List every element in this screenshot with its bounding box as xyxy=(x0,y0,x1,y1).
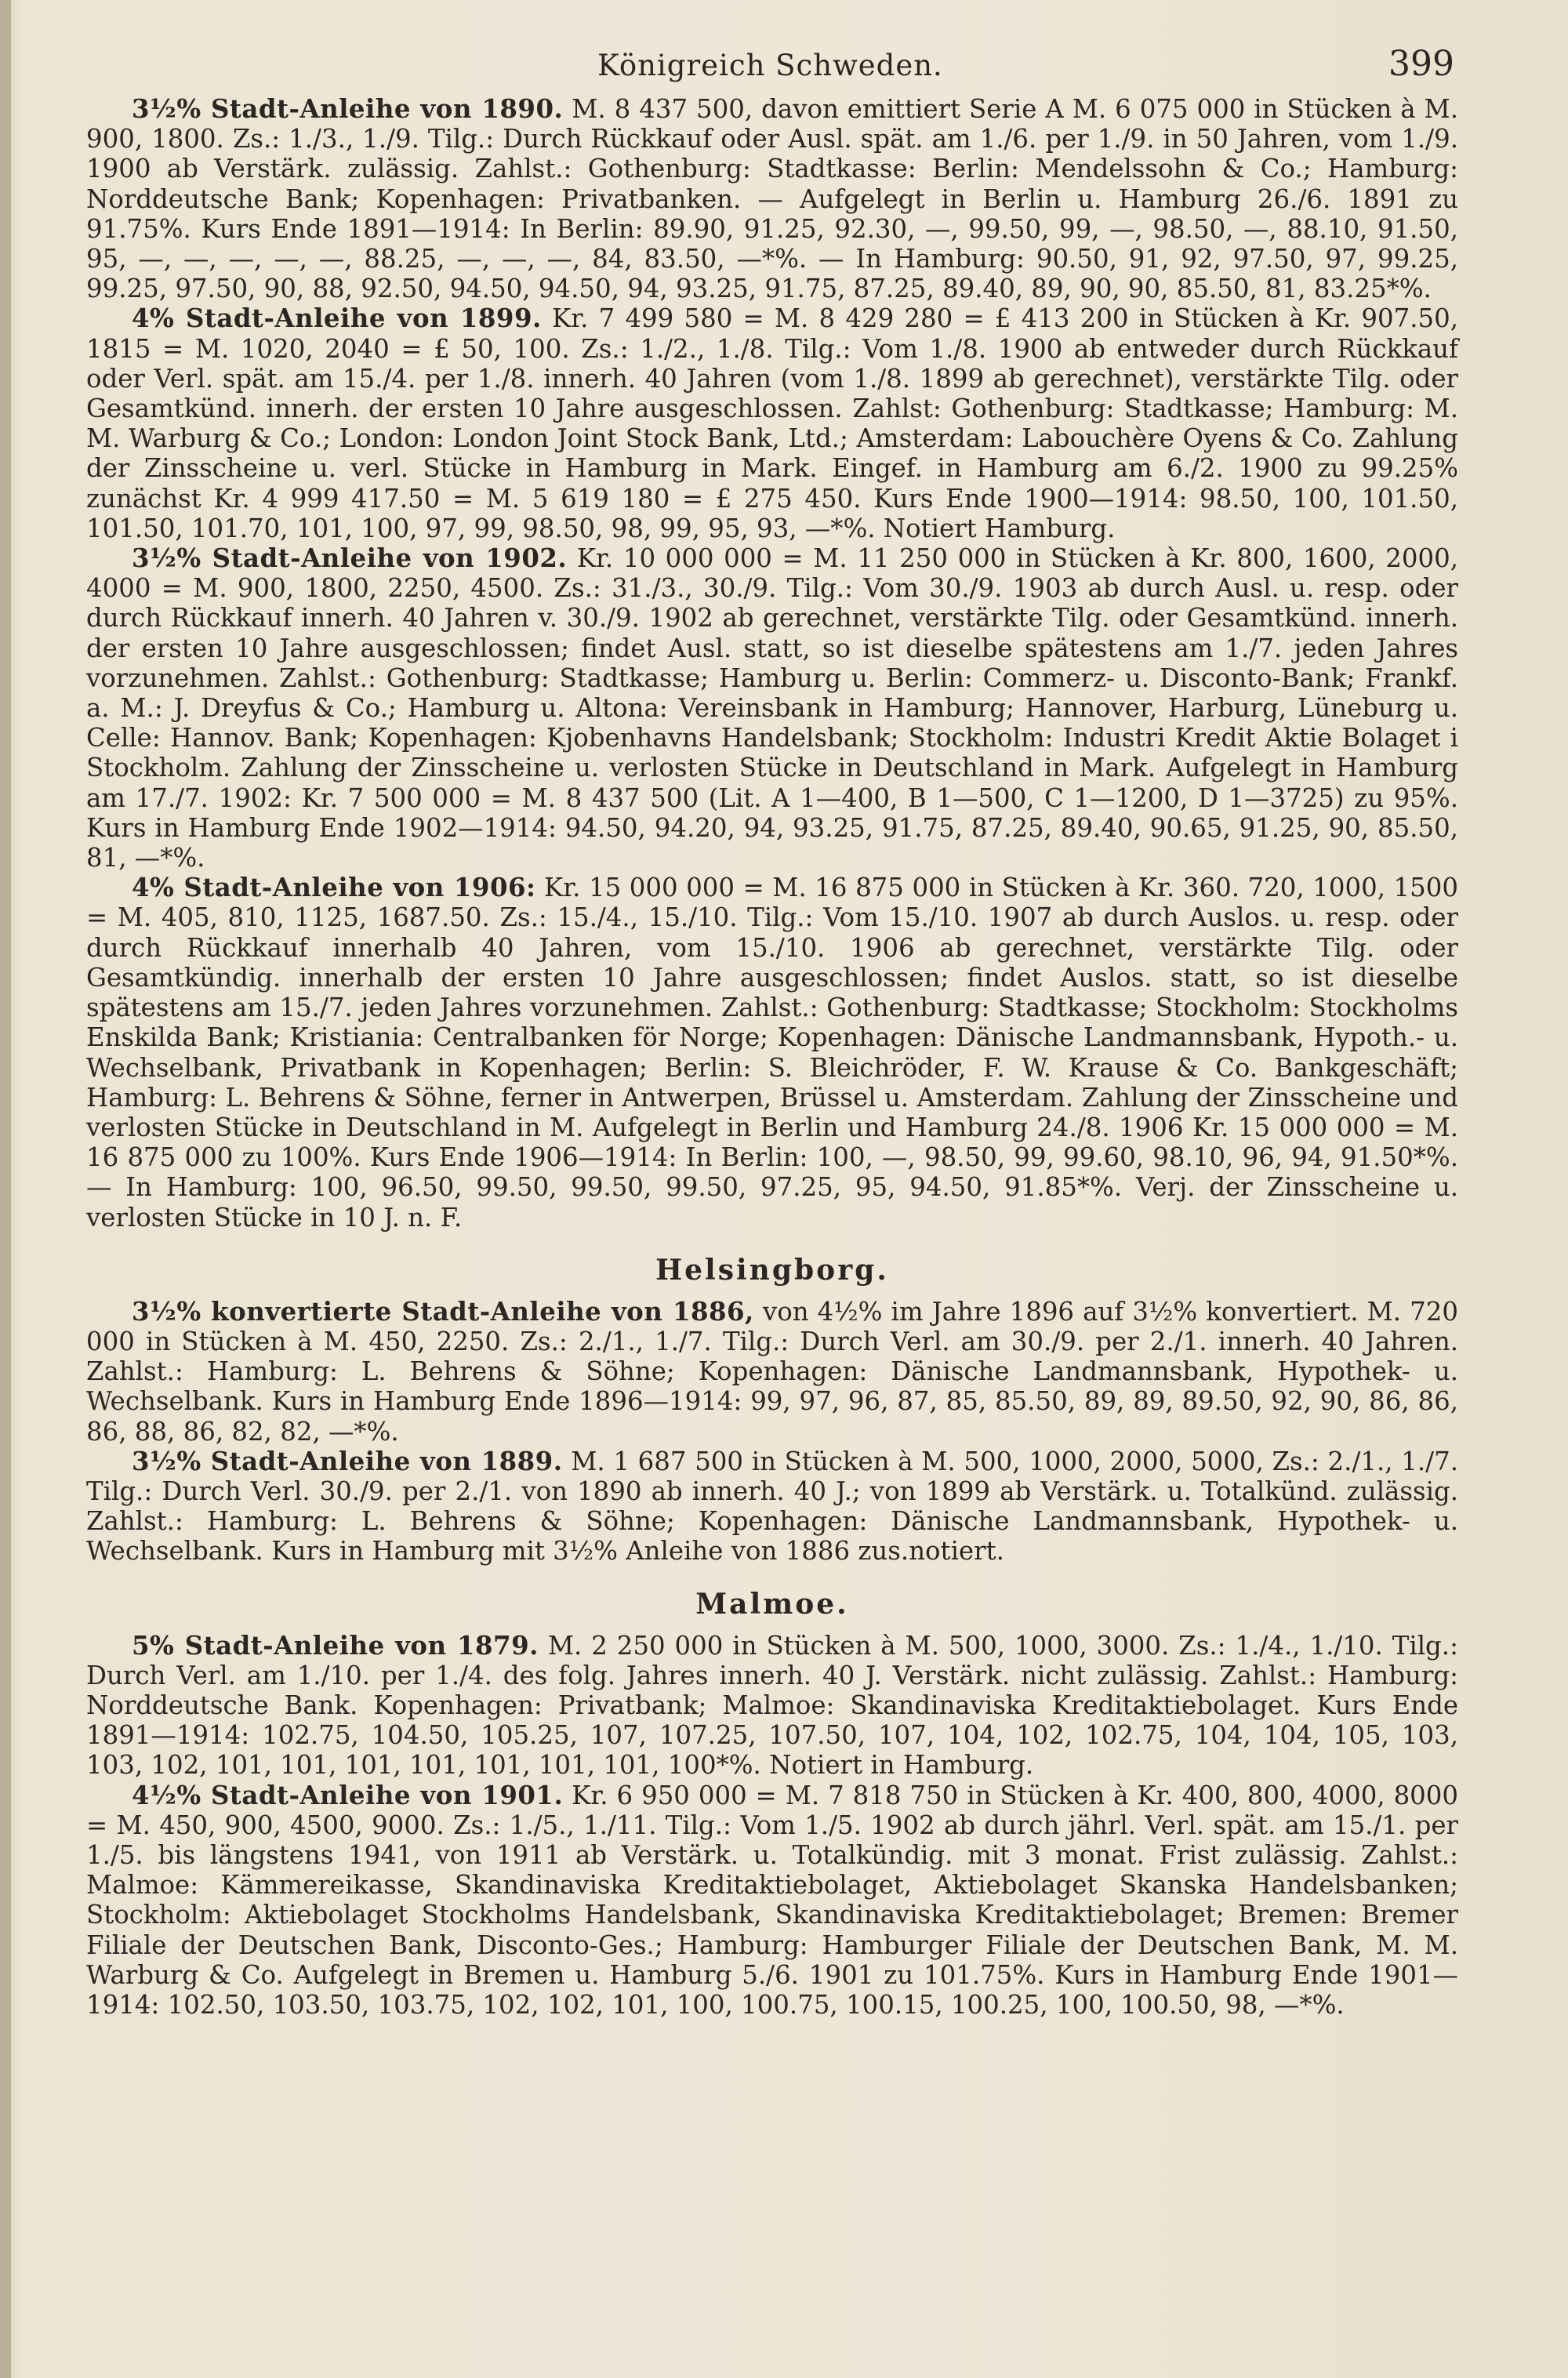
entry-title: 3½% konvertierte Stadt-Anleihe von 1886, xyxy=(132,1296,754,1327)
document-body xyxy=(86,94,1458,2020)
entry-text: M. 8 437 500, davon emittiert Serie A M. 6 075 000 in Stücken à M. 900, 1800. Zs.: 1./3., 1./9. Tilg.: Durch Rückkauf oder Ausl. spät. am 1./6. per 1./9. in 50 Jahren, vom 1./9. 1900 ab Verstärk. zulässig. Zahlst.: Gothenburg: Stadtkasse: Berlin: Mendelssohn & Co.; Hamburg: Norddeutsche Bank; Kopenhagen: Privatbanken. — Aufgelegt in Berlin u. Hamburg 26./6. 1891 zu 91.75%. Kurs Ende 1891—1914: In Berlin: 89.90, 91.25, 92.30, —, 99.50, 99, —, 98.50, —, 88.10, 91.50, 95, —, —, —, —, —, 88.25, —, —, —, 84, 83.50, —*%. — In Hamburg: 90.50, 91, 92, 97.50, 97, 99.25, 99.25, 97.50, 90, 88, 92.50, 94.50, 94.50, 94, 93.25, 91.75, 87.25, 89.40, 89, 90, 90, 85.50, 81, 83.25*%. xyxy=(86,94,1459,304)
entry-title: 3½% Stadt-Anleihe von 1889. xyxy=(132,1446,563,1476)
entry-text: M. 2 250 000 in Stücken à M. 500, 1000, 3000. Zs.: 1./4., 1./10. Tilg.: Durch Verl. am 1./10. per 1./4. des folg. Jahres innerh. 40 J. Verstärk. nicht zulässig. Zahlst.: Hamburg: Norddeutsche Bank. Kopenhagen: Privatbank; Malmoe: Skandinaviska Kreditaktiebolaget. Kurs Ende 1891—1914: 102.75, 104.50, 105.25, 107, 107.25, 107.50, 107, 104, 102, 102.75, 104, 104, 105, 103, 103, 102, 101, 101, 101, 101, 101, 101, 101, 100*%. Notiert in Hamburg. xyxy=(86,1630,1458,1781)
city-heading-helsingborg: Helsingborg. xyxy=(655,1253,889,1287)
entry-title: 3½% Stadt-Anleihe von 1890. xyxy=(132,94,564,124)
entry-title: 4½% Stadt-Anleihe von 1901. xyxy=(132,1780,564,1810)
entry-paragraph xyxy=(86,1631,1458,1781)
entry-text: Kr. 7 499 580 = M. 8 429 280 = £ 413 200 in Stücken à Kr. 907.50, 1815 = M. 1020, 2040 = £ 50, 100. Zs.: 1./2., 1./8. Tilg.: Vom 1./8. 1900 ab entweder durch Rückkauf oder Verl. spät. am 15./4. per 1./8. innerh. 40 Jahren (vom 1./8. 1899 ab gerechnet), verstärkte Tilg. oder Gesamtkünd. innerh. der ersten 10 Jahre ausgeschlossen. Zahlst: Gothenburg: Stadtkasse; Hamburg: M. M. Warburg & Co.; London: London Joint Stock Bank, Ltd.; Amsterdam: Labouchère Oyens & Co. Zahlung der Zinsscheine u. verl. Stücke in Hamburg in Mark. Eingef. in Hamburg am 6./2. 1900 zu 99.25% zunächst Kr. 4 999 417.50 = M. 5 619 180 = £ 275 450. Kurs Ende 1900—1914: 98.50, 100, 101.50, 101.50, 101.70, 101, 100, 97, 99, 98.50, 98, 99, 95, 93, —*%. Notiert Hamburg. xyxy=(86,303,1459,543)
entry-title: 4% Stadt-Anleihe von 1906: xyxy=(132,873,536,903)
entry-title: 4% Stadt-Anleihe von 1899. xyxy=(132,303,542,334)
page-binding-edge xyxy=(0,0,11,2378)
city-heading-malmoe: Malmoe. xyxy=(695,1587,849,1621)
entry-text: M. 1 687 500 in Stücken à M. 500, 1000, 2000, 5000, Zs.: 2./1., 1./7. Tilg.: Durch Verl. 30./9. per 2./1. von 1890 ab innerh. 40 J.; von 1899 ab Verstärk. u. Totalkünd. zulässig. Zahlst.: Hamburg: L. Behrens & Söhne; Kopenhagen: Dänische Landmannsbank, Hypothek- u. Wechselbank. Kurs in Hamburg mit 3½% Anleihe von 1886 zus.notiert. xyxy=(86,1446,1458,1567)
entry-paragraph xyxy=(86,1297,1458,1447)
page-number: 399 xyxy=(1388,44,1454,84)
entry-text: Kr. 6 950 000 = M. 7 818 750 in Stücken à Kr. 400, 800, 4000, 8000 = M. 450, 900, 4500, 9000. Zs.: 1./5., 1./11. Tilg.: Vom 1./5. 1902 ab durch jährl. Verl. spät. am 15./1. per 1./5. bis längstens 1941, von 1911 ab Verstärk. u. Totalkündig. mit 3 monat. Frist zulässig. Zahlst.: Malmoe: Kämmereikasse, Skandinaviska Kreditaktiebolaget, Aktiebolaget Skanska Handelsbanken; Stockholm: Aktiebolaget Stockholms Handelsbank, Skandinaviska Kreditaktiebolaget; Bremen: Bremer Filiale der Deutschen Bank, Disconto-Ges.; Hamburg: Hamburger Filiale der Deutschen Bank, M. M. Warburg & Co. Aufgelegt in Bremen u. Hamburg 5./6. 1901 zu 101.75%. Kurs in Hamburg Ende 1901—1914: 102.50, 103.50, 103.75, 102, 102, 101, 100, 100.75, 100.15, 100.25, 100, 100.50, 98, —*%. xyxy=(86,1780,1459,2020)
entry-text: Kr. 15 000 000 = M. 16 875 000 in Stücken à Kr. 360. 720, 1000, 1500 = M. 405, 810, 1125, 1687.50. Zs.: 15./4., 15./10. Tilg.: Vom 15./10. 1907 ab durch Auslos. u. resp. oder durch Rückkauf innerhalb 40 Jahren, vom 15./10. 1906 ab gerechnet, verstärkte Tilg. oder Gesamtkündig. innerhalb der ersten 10 Jahre ausgeschlossen; findet Auslos. statt, so ist dieselbe spätestens am 15./7. jeden Jahres vorzunehmen. Zahlst.: Gothenburg: Stadtkasse; Stockholm: Stockholms Enskilda Bank; Kristiania: Centralbanken för Norge; Kopenhagen: Dänische Landmannsbank, Hypoth.- u. Wechselbank, Privatbank in Kopenhagen; Berlin: S. Bleichröder, F. W. Krause & Co. Bankgeschäft; Hamburg: L. Behrens & Söhne, ferner in Antwerpen, Brüssel u. Amsterdam. Zahlung der Zinsscheine und verlosten Stücke in Deutschland in M. Aufgelegt in Berlin und Hamburg 24./8. 1906 Kr. 15 000 000 = M. 16 875 000 zu 100%. Kurs Ende 1906—1914: In Berlin: 100, —, 98.50, 99, 99.60, 98.10, 96, 94, 91.50*%. — In Hamburg: 100, 96.50, 99.50, 99.50, 99.50, 97.25, 95, 94.50, 91.85*%. Verj. der Zinsscheine u. verlosten Stücke in 10 J. n. F. xyxy=(86,873,1458,1233)
entry-paragraph xyxy=(86,1447,1458,1567)
running-title: Königreich Schweden. xyxy=(597,49,943,82)
entry-paragraph xyxy=(86,873,1458,1232)
entry-title: 3½% Stadt-Anleihe von 1902. xyxy=(132,543,568,574)
entry-paragraph xyxy=(86,543,1458,873)
entry-paragraph xyxy=(86,1781,1458,2020)
entry-paragraph xyxy=(86,303,1458,543)
entry-paragraph xyxy=(86,94,1458,303)
entry-text: Kr. 10 000 000 = M. 11 250 000 in Stücken à Kr. 800, 1600, 2000, 4000 = M. 900, 1800, 2250, 4500. Zs.: 31./3., 30./9. Tilg.: Vom 30./9. 1903 ab durch Ausl. u. resp. oder durch Rückkauf innerh. 40 Jahren v. 30./9. 1902 ab gerechnet, verstärkte Tilg. oder Gesamtkünd. innerh. der ersten 10 Jahre ausgeschlossen; findet Ausl. statt, so ist dieselbe spätestens am 1./7. jeden Jahres vorzunehmen. Zahlst.: Gothenburg: Stadtkasse; Hamburg u. Berlin: Commerz- u. Disconto-Bank; Frankf. a. M.: J. Dreyfus & Co.; Hamburg u. Altona: Vereinsbank in Hamburg; Hannover, Harburg, Lüneburg u. Celle: Hannov. Bank; Kopenhagen: Kjobenhavns Handelsbank; Stockholm: Industri Kredit Aktie Bolaget i Stockholm. Zahlung der Zinsscheine u. verlosten Stücke in Deutschland in Mark. Aufgelegt in Hamburg am 17./7. 1902: Kr. 7 500 000 = M. 8 437 500 (Lit. A 1—400, B 1—500, C 1—1200, D 1—3725) zu 95%. Kurs in Hamburg Ende 1902—1914: 94.50, 94.20, 94, 93.25, 91.75, 87.25, 89.40, 90.65, 91.25, 90, 85.50, 81, —*%. xyxy=(86,543,1459,873)
entry-title: 5% Stadt-Anleihe von 1879. xyxy=(132,1630,539,1661)
running-head xyxy=(86,44,1454,88)
entry-text: von 4½% im Jahre 1896 auf 3½% konvertiert. M. 720 000 in Stücken à M. 450, 2250. Zs.: 2./1., 1./7. Tilg.: Durch Verl. am 30./9. per 2./1. innerh. 40 Jahren. Zahlst.: Hamburg: L. Behrens & Söhne; Kopenhagen: Dänische Landmannsbank, Hypothek- u. Wechselbank. Kurs in Hamburg Ende 1896—1914: 99, 97, 96, 87, 85, 85.50, 89, 89, 89.50, 92, 90, 86, 86, 86, 88, 86, 82, 82, —*%. xyxy=(86,1296,1458,1447)
